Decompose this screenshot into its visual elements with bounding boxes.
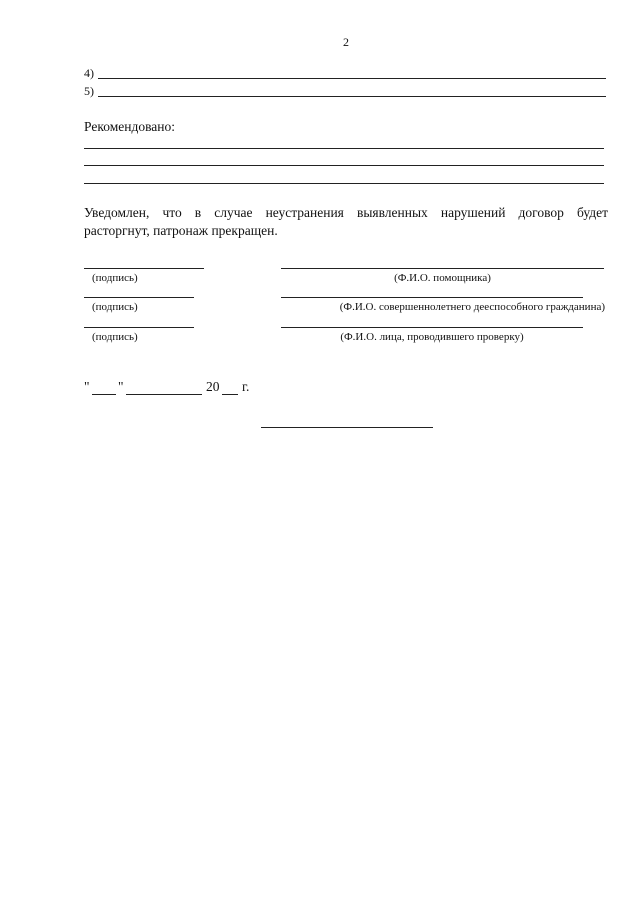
name-caption-2: (Ф.И.О. совершеннолетнего дееспособного гражданина) [339, 301, 605, 313]
recommended-line-3 [84, 183, 604, 184]
date-month-blank [126, 394, 202, 395]
date-year-prefix: 20 [206, 379, 220, 394]
item-5-label: 5) [84, 84, 94, 98]
signature-caption-1: (подпись) [92, 272, 138, 284]
signature-line-2 [84, 297, 194, 298]
name-caption-1: (Ф.И.О. помощника) [394, 272, 491, 284]
date-year-suffix: г. [242, 379, 250, 394]
page-number: 2 [343, 35, 349, 49]
name-caption-3: (Ф.И.О. лица, проводившего проверку) [340, 331, 524, 343]
item-4-label: 4) [84, 66, 94, 80]
name-line-2 [281, 297, 583, 298]
date-line [84, 378, 284, 396]
name-line-1 [281, 268, 604, 269]
recommended-line-1 [84, 148, 604, 149]
signature-caption-2: (подпись) [92, 301, 138, 313]
notice-line-1: Уведомлен, что в случае неустранения выявленных нарушений договор будет [84, 205, 608, 220]
name-line-3 [281, 327, 583, 328]
item-4-line [98, 78, 606, 79]
date-year-blank [222, 394, 238, 395]
closing-rule [261, 427, 433, 428]
item-5-line [98, 96, 606, 97]
date-quote-open: " [84, 379, 90, 394]
date-day-blank [92, 394, 116, 395]
notice-line-2: расторгнут, патронаж прекращен. [84, 223, 278, 238]
date-quote-close: " [118, 379, 124, 394]
recommended-label: Рекомендовано: [84, 119, 175, 134]
signature-caption-3: (подпись) [92, 331, 138, 343]
notice-paragraph [84, 204, 608, 240]
recommended-line-2 [84, 165, 604, 166]
signature-line-3 [84, 327, 194, 328]
signature-line-1 [84, 268, 204, 269]
